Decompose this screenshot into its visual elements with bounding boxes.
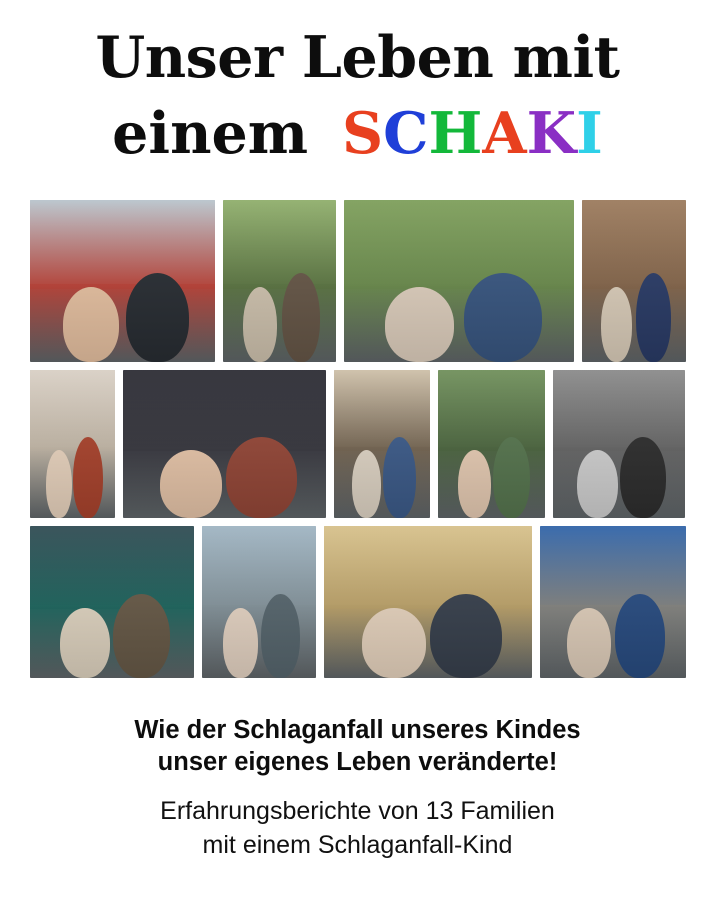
photo-four-children-wooden-wall <box>582 200 686 362</box>
photo-two-women-with-children-lawn <box>344 200 574 362</box>
title-letter-c-1: C <box>383 99 429 167</box>
photo-family-in-straw-field <box>324 526 532 678</box>
photo-three-people-outdoors-group <box>202 526 316 678</box>
photo-toddler-standing-chair <box>30 370 116 518</box>
title-letter-i-5: I <box>576 99 603 167</box>
collage-row <box>30 370 686 518</box>
photo-parents-kissing-girl <box>123 370 326 518</box>
title-line-2 <box>0 99 715 167</box>
title-line-2-prefix: einem <box>112 99 328 167</box>
photo-collage <box>30 200 686 678</box>
subtitle-bold-line-1: Wie der Schlaganfall unseres Kindes <box>134 715 581 744</box>
title-letter-s-0: S <box>341 99 384 167</box>
photo-father-with-toddlers-garden <box>223 200 336 362</box>
photo-couple-black-and-white <box>553 370 686 518</box>
subtitle-bold-line-2: unser eigenes Leben veränderte! <box>157 748 558 777</box>
title-letter-a-3: A <box>482 99 527 167</box>
title-line-1: Unser Leben mit <box>95 24 620 91</box>
photo-family-on-balcony-evening <box>30 526 195 678</box>
cover-subtitle <box>0 714 715 861</box>
collage-row <box>30 526 686 678</box>
title-letter-k-4: K <box>526 99 577 167</box>
subtitle-line-1: Erfahrungsberichte von 13 Familien <box>160 796 555 825</box>
title-word-schaki <box>342 100 603 167</box>
photo-family-selfie-boy-father <box>30 200 215 362</box>
subtitle-line-2: mit einem Schlaganfall-Kind <box>202 830 513 859</box>
title-letter-h-2: H <box>428 99 483 167</box>
collage-row <box>30 200 686 362</box>
photo-boy-with-walker-indoors <box>334 370 430 518</box>
photo-family-blue-wall-indy <box>540 526 685 678</box>
cover-title <box>0 0 715 167</box>
photo-mother-and-son-outdoors <box>438 370 545 518</box>
